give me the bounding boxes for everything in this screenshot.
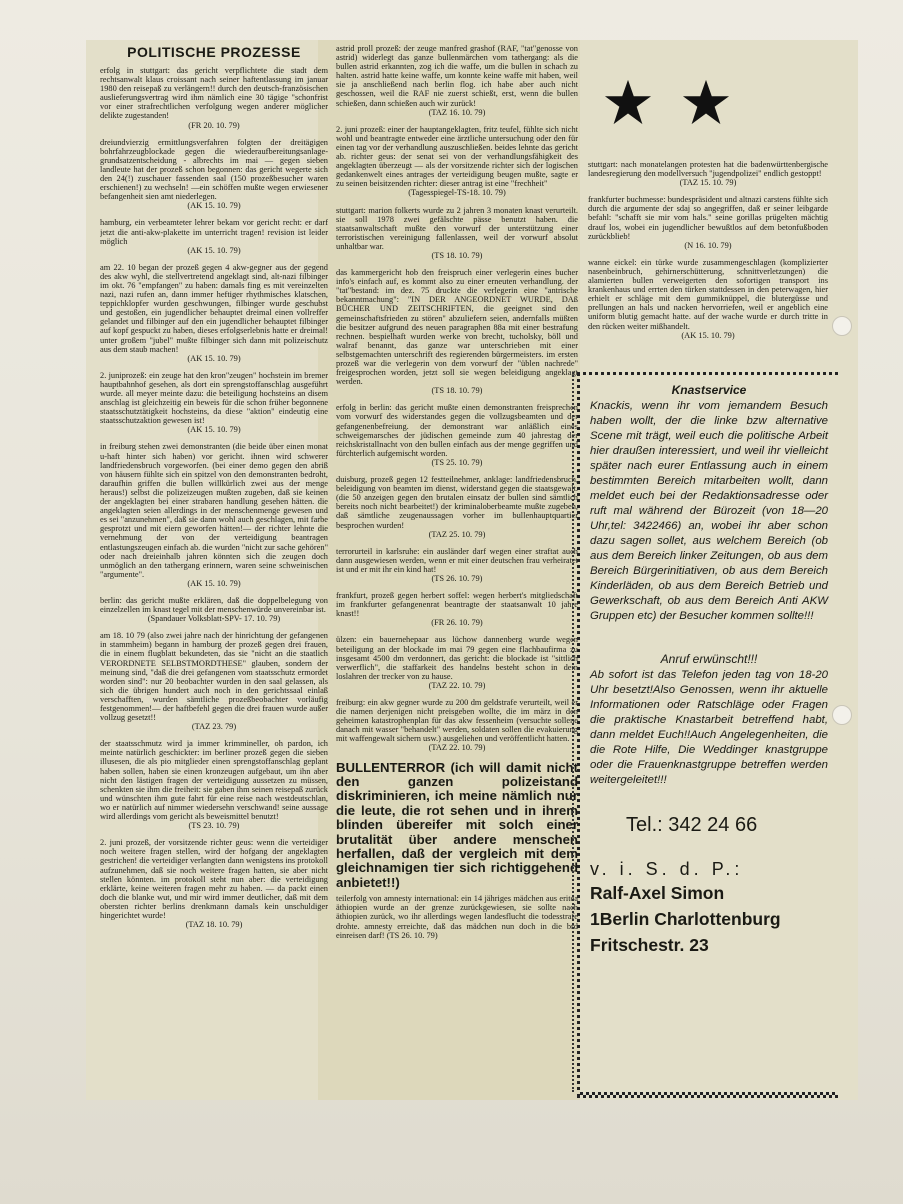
article [336, 403, 578, 467]
article-text: ülzen: ein bauernehepaar aus lüchow dannenberg wurde wegen beteiligung an der blockade im mai 79 gegen eine flachbaufirma zu insgesamt 4500 dm verdonnert, das gericht: die blockade ist "sittlich verwerflich", die staffarkeit des handelns besteht schon in dem loslahren der trecker von zu hause. [336, 635, 578, 681]
telephone-number: Tel.: 342 24 66 [626, 814, 758, 836]
article-text: der staatsschmutz wird ja immer krimmineller, oh pardon, ich meinte natürlich geschickter: im berliner prozeß gegen die sieben illusesen, die als pio mitglieder einen sprengstoffanschlag geplant haben sollen, haben sie einen kronzeugen aufgebaut, um ihn aber nicht den lästigen fragen der verteidigung aussetzen zu müssen, schenkten sie ihm die freiheit: sie gaben ihm seinen reisepaß zurück und wünschten ihm gute fahrt für eine reise nach westdeutschlan, wo er natürlich auf nimmer wiedersehn verschwand! seine aussage wird allerdings vom gericht als beweismittel benutzt! [100, 739, 328, 822]
visdp-label: v. i. S. d. P.: [590, 859, 744, 879]
article [100, 596, 328, 623]
address-street: Fritschestr. 23 [590, 935, 709, 955]
article-source: (TS 18. 10. 79) [431, 386, 483, 396]
article-text: erfolg in berlin: das gericht mußte einen demonstranten freisprechen vom vorwurf des widerstandes gegen die vollzugsbeamten und der gefangenenbefreiung. der demonstrant war anläßlich eines schweigemarsches der jüdischen gemeinde zum 40 jahrestag der reichskristallnacht von den bullen einfach aus der menge gegriffen und fürchterlich aufgemischt worden. [336, 403, 578, 458]
article [336, 591, 578, 627]
article-text: 2. juni prozeß: einer der hauptangeklagten, fritz teufel, fühlte sich nicht wohl und beantragte entweder eine ärztliche untersuchung oder den für einen tag vor der verhandlung auszuschließen. beides lehnte das gericht ab. richter geus: der senat sei von der verhandlungsfähigkeit des angeklagten überzeugt — als der vorsitzende richter sich der logischen gedankenwelt eines antrages der verteidigung beugen mußte, sagte er zu seinen beisitzenden richter: dieser antrag ist eine "frechheit" [336, 124, 578, 189]
knastservice-box [577, 372, 838, 1098]
article-text: duisburg, prozeß gegen 12 festteilnehmer, anklage: landfriedensbruch, beleidigung von beamten im dienst, widerstand gegen die staatsgewalt. (die 50 anzeigen gegen den brutalen einsatz der bullen sind sämtlich bereits noch nicht bearbeitet!) der kriminaloberbeamte mußte zugeben, daß sämtliche zeugenaussagen vorher im bullenhauptquartier besprochen wurden! [336, 475, 578, 530]
article-text: frankfurter buchmesse: bundespräsident und altnazi carstens fühlte sich durch die argumente der sdaj so angegriffen, daß er seiner leibgarde befahl: "schafft sie mir vom hals." seine gorillas prügelten mächtig drauf los, wobei ein jugendlicher bewußtlos auf dem betonfußboden zurückblieb! [588, 195, 828, 241]
article-text: in freiburg stehen zwei demonstranten (die beide über einen monat u-haft hinter sich haben) vor gericht. ihnen wird schwerer landfriedensbruch vorgeworfen. (bei einer demo gegen den abriß von häusern fühlte sich ein spitzel von den demonstranten bedroht, daraufhin griffen die bullen willkürlich zwei aus der menge heraus!) selbst die polizeizeugen mußten zugeben, daß sie keinen der angeklagten bei einer strabaren handlung gesehen hätten. die angeklagten seien allerdings in der menschenmenge gewesen und es sei "anzunehmen", daß sie dann wohl auch geschlagen, mit farbe gesprotzt und mit eiern geworfen hätten!— der richter lehnte die vernehmung der von der verteidigung beantragen entlastungszeugen einfach ab. die wurden "nicht zur sache gehören" oder nach dreieinhalb jahren könnten sich die zeugen doch unmöglich an den tathergang erinnern, waren seine schweinischen "argumente". [100, 442, 328, 579]
article-text: stuttgart: marion folkerts wurde zu 2 jahren 3 monaten knast verurteilt. sie soll 1978 zwei gefälschte pässe benutzt haben. die staatsanwaltschaft mußte den vorwurf der unterstützung einer terroristischen vereinigung fallenlassen, weil der vorwurf absolut unhaltbar war. [336, 205, 578, 251]
article [100, 263, 328, 363]
article [100, 138, 328, 211]
article [588, 195, 828, 250]
article [336, 44, 578, 117]
article-text: das kammergericht hob den freispruch einer verlegerin eines bucher info's einfach auf, es kommt also zu einer erneuten verhandlung. der "tat"bestand: im dez. 75 druckte die verlegerin eine "antrische bekanntmachung": "IN DER ANGEORDNET WURDE, DAß BÜCHER UND ZEITSCHRIFTEN, die geeignet sind den gemeinschaftsfrieden zu stören" abzuliefern seien, andernfalls müßten die besitzer aufgrund des neuen paragraphen 88a mit einer bestrafung rechnen. bespielhaft wurden werke von brecht, tucholsky, böll und walraf benannt, das ganze war unterschrieben mit einer selbstgemachten unterschrift des regierenden bürgermeisters. im ersten prozeß war die verlegerin von dem vorwurf der "üblen nachrede" freigesprochen worden, jetzt soll sie wegen beleidigung angeklagt werden. [336, 268, 578, 387]
article-source: (TAZ 23. 79) [191, 722, 237, 732]
dotted-divider [572, 372, 574, 1092]
knastservice-content [590, 381, 828, 958]
article-text: berlin: das gericht mußte erklären, daß die doppelbelegung von einzelzellen im knast tegel mit der menschenwürde unvereinbar ist. [100, 595, 328, 615]
article [100, 66, 328, 130]
stars [604, 78, 764, 128]
article [588, 258, 828, 340]
article-source: (AK 15. 10. 79) [681, 330, 735, 340]
address-city: 1Berlin Charlottenburg [590, 909, 781, 929]
article-source: (TAZ 25. 10. 79) [428, 529, 486, 539]
knastservice-title: Knastservice [671, 383, 747, 397]
article-source: (TAZ 22. 10. 79) [428, 743, 486, 753]
column-middle [336, 44, 578, 1096]
article [336, 475, 578, 539]
article [100, 739, 328, 830]
article-source: (AK 15. 10. 79) [187, 425, 241, 435]
col1-articles [100, 66, 328, 929]
address-name: Ralf-Axel Simon [590, 883, 725, 903]
col3-articles [588, 160, 828, 340]
article-text: frankfurt, prozeß gegen herbert soffel: wegen herbert's mitgliedschaft im frankfurter gefangenenrat beantragte der staatsanwalt 10 jahre knast!! [336, 591, 578, 619]
article-source: (TS 26. 10. 79) [431, 573, 483, 583]
article-text: 2. juniprozeß: ein zeuge hat den kron"zeugen" hochstein im bremer hauptbahnhof gesehen, als dort ein sprengstoffanschlag ausgeführt wurde. all meyer meinte dazu: die beteiligung hochsteins an disem anschlag ist gleichzeitig ein beweis für die schon früher begonnene staatsschutztätigkeit hochsteins, da diese "aktion" eindeutig eine staatsschutzaktion gewesen ist! [100, 370, 328, 426]
article-source: (TAZ 15. 10. 79) [679, 178, 737, 188]
star-icon [682, 78, 730, 126]
article [100, 371, 328, 435]
column-left [100, 44, 328, 1096]
article-source: (AK 15. 10. 79) [187, 201, 241, 211]
bullenterror-headline: BULLENTERROR (ich will damit nicht den ganzen polizeistand diskriminieren, ich meine nämlich nur die leute, die rot sehen und in ihrem blinden übereifer mit solch einer brutalität über andere menschen herfallen, daß der vergleich mit dem gleichnamigen tier sich richtiggehend anbietet!!) [336, 759, 578, 890]
article [588, 160, 828, 187]
article-text: terrorurteil in karlsruhe: ein ausländer darf wegen einer straftat auch dann ausgewiesen werden, wenn er mit einer deutschen frau verheiratet ist und er mit ihr ein kind hat! [336, 546, 578, 574]
article-source: (N 16. 10. 79) [684, 240, 732, 250]
knastservice-text: Knackis, wenn ihr vom jemandem Besuch haben wollt, der die linke bzw alternative Scene mit trägt, weil euch die politische Arbeit hier draußen interessiert, und weil ihr vielleicht später nach eurer Entlassung auch in einem bestimmten Bereich mitarbeiten wollt, dann meldet euch bei der Redaktionsadresse oder ruft mal während der Bürozeit (von 18—20 Uhr,tel: 3422466) an, wobei ihr aber schon dazu sagen sollet, aus welchem Bereich (ob aus dem Bereich linker Zeitungen, ob aus dem Bereich Bürgerinitiativen, ob aus dem Bereich Kinderläden, ob aus dem Bereich Betrieb und Gewerkschaft, ob aus dem Bereich Anti AKW Gruppen etc) der Besucher kommen sollte!!! [590, 400, 828, 622]
article-source: (TS 26. 10. 79) [386, 930, 438, 940]
article-source: (TAZ 16. 10. 79) [428, 107, 486, 117]
page-title: POLITISCHE PROZESSE [127, 44, 301, 60]
article-text: am 22. 10 began der prozeß gegen 4 akw-gegner aus der gegend des akw wyhl, die stellvertretend angeklagt sind, alt-nazi filbinger im okt. 76 "empfangen" zu haben: damals fing es mit vereinzelten nazi, nazi rufen an, dann immer heftiger rhythmisches klatschen, teppichklopfer wurden geschwungen, filbinger wurde geschubst und gestoßen, ein jugendlicher behauptet dreimal einen vollreffer gelandet und filbinger auf den ein jugendlicher behauptet filbinger auf kopf gespuckt zu haben, dieses erfolgserlebnis hatte er dreimal! unter großem "jubel" mußte filbinger sich dann mit polizeischutz aus dem staub machen! [100, 262, 328, 354]
article-text: teilerfolg von amnesty international: ein 14 jähriges mädchen aus eritea äthiopien wurde an der grenze zurückgewiesen, sie sollte nach äthiopien zurück, wo ihr allerdings wegen landesflucht die todesstrafe drohte. amnesty erreichte, daß das mädchen nun doch in die brd einreisen darf! [336, 894, 578, 940]
article-source: (TS 18. 10. 79) [431, 250, 483, 260]
article [100, 218, 328, 254]
article-text: dreiundvierzig ermittlungsverfahren folgten der dreitägigen bohrfahrzeugblockade gegen die wiederaufbereitungsanlage-grundsatzentscheidung - albrechts im mai — gegen sieben landleute hat der prozeß schon begonnen: das gericht wegerte sich den 24(!) zuschauer fassenden saal (150 prozeßbesucher waren erschienen!) zu wechseln! —ein schöffen mußte wegen erwiesener befangenheit sien amt niederlegen. [100, 137, 328, 202]
article [336, 698, 578, 753]
article-source: (TS 23. 10. 79) [188, 821, 240, 831]
article-text: 2. juni prozeß, der vorsitzende richter geus: wenn die verteidiger noch weitere fragen stellen, wird der hofgang der angeklagten gestrichen! die verteidiger verlangten dann wenigstens ins protokoll aufzunehmen, daß sie noch weitere fragen hatten, sie aber nicht stellen könnten. im protokoll steht nun aber: die verteidigung erklärte, keine weiteren fragen mehr zu haben. — da packt einen doch die blanke wut, und mir wird immer deutlicher, daß mit dem obersten richter berlins drenkmann damals kein unschuldiger hingerichtet wurde! [100, 838, 328, 920]
article-source: (FR 20. 10. 79) [188, 120, 240, 130]
article-source: (TS 25. 10. 79) [431, 457, 483, 467]
article-source: (FR 26. 10. 79) [431, 618, 483, 628]
article-source: (Tagesspiegel-TS-18. 10. 79) [408, 188, 506, 198]
article-source: (TAZ 22. 10. 79) [428, 680, 486, 690]
article-source: (Spandauer Volksblatt-SPV- 17. 10. 79) [147, 614, 281, 624]
star-icon [604, 78, 652, 126]
article-text: am 18. 10 79 (also zwei jahre nach der hinrichtung der gefangenen in stammheim) begann in hamburg der prozeß gegen drei frauen, die in einem flugblatt bekundeten, das sie "nicht an die staatlich VERORDNETE SELBSTMORDTHESE" glauben, sondern der meinung sind, "daß die drei gefangenen vom staatsschutz ermordet worden sind": nur 20 beobachter wurden in den saal gelassen, als sich die übrigen hundert auch noch in den gerichtssaal einlaß verschafften, wurden sämtliche prozeßbeobachter vorläufig festgenommen!— der haftbefehl gegen die drei frauen wurde außer vollzug gesetzt!! [100, 631, 328, 723]
article-text: wanne eickel: ein türke wurde zusammengeschlagen (komplizierter nasenbeinbruch, gehirnerschütterung, schnittverletzungen) die alamierten bullen verweigerten den sofortigen transport ins krankenhaus und errten den türken stattdessen in den peterwagen, hier erhielt er schläge mit dem gummiknüppel, die blutergüsse und prellungen an hals und nacken hervorriefen, weil er angeblich eine uniform blutig gemacht hatte. auf der wache wurde er durch tritte in den rücken weiter mißhandelt. [588, 257, 828, 331]
col2-articles [336, 44, 578, 753]
article-text: astrid proll prozeß: der zeuge manfred grashof (RAF, "tat"genosse von astrid) widerlegt das ganze bullenmärchen vom tathergang: als die bullen astrid erkannten, zog ich die waffe, um die bullen in schach zu halten. astrid hatte keine waffe, um konnte keine waffe mit haben, weil sie ja anschließend nach berlin flog. ich habe aber auch nicht geschossen, weil die RAF nie zuerst schießt, erst, wenn die bullen schießen, dann schießen auch wir zurück! [336, 44, 578, 108]
article [100, 442, 328, 588]
article [336, 894, 578, 939]
article [336, 125, 578, 198]
article-text: hamburg, ein verbeamteter lehrer bekam vor gericht recht: er darf jetzt die anti-akw-plakette im unterricht tragen! revision ist leider möglich [100, 218, 328, 246]
article [336, 635, 578, 690]
article-text: freiburg: ein akw gegner wurde zu 200 dm geldstrafe verurteilt, weil er die namen derjenigen nicht preisgeben wollte, die im märz in den geheimen katastrophenplan für das akw fessenheim (versuchte sollene danach mit wasser "behandelt" werden, soldaten sollen die evakuierung mit waffengewalt sichern usw.) ausgeliehen und veröffentlicht hatten. [336, 698, 578, 744]
article-source: (AK 15. 10. 79) [187, 353, 241, 363]
article [100, 631, 328, 731]
article-text: stuttgart: nach monatelangen protesten hat die badenwürttenbergische landesregierung den modellversuch "jugendpolizei" endlich gestoppt! [588, 160, 828, 179]
article [336, 268, 578, 395]
article-source: (TAZ 18. 10. 79) [185, 920, 243, 930]
article-text: erfolg in stuttgart: das gericht verpflichtete die stadt dem rechtsanwalt klaus croissant nach seiner haftentlassung im januar 1980 den reisepaß zu verlängern!! durch den deutsch-französischen auslieferungsvertrag wird ihm nämlich eine 30 tägige "schonfrist vor einer strafrechtlichen verfolgung wegen anderer möglicher delikte zugestanden! [100, 66, 328, 121]
article [336, 206, 578, 261]
punch-hole [832, 316, 852, 336]
anruf-text: Ab sofort ist das Telefon jeden tag von 18-20 Uhr besetzt!Also Genossen, wenn ihr aktuelle Informationen oder Ratschläge oder Fragen die praktische Knastarbeit betreffend habt, dann meldet Euch!!Auch Angelegenheiten, die die Rote Hilfe, Die Weddinger knastgruppe oder die Frauenknastgruppe betreffen werden weitergeleitet!!! [590, 669, 828, 786]
article [100, 838, 328, 929]
column-right [588, 160, 828, 370]
article-source: (AK 15. 10. 79) [187, 245, 241, 255]
article [336, 547, 578, 583]
dotted-border-bottom [580, 1092, 835, 1095]
anruf-title: Anruf erwünscht!!! [660, 652, 758, 666]
article-source: (AK 15. 10. 79) [187, 578, 241, 588]
